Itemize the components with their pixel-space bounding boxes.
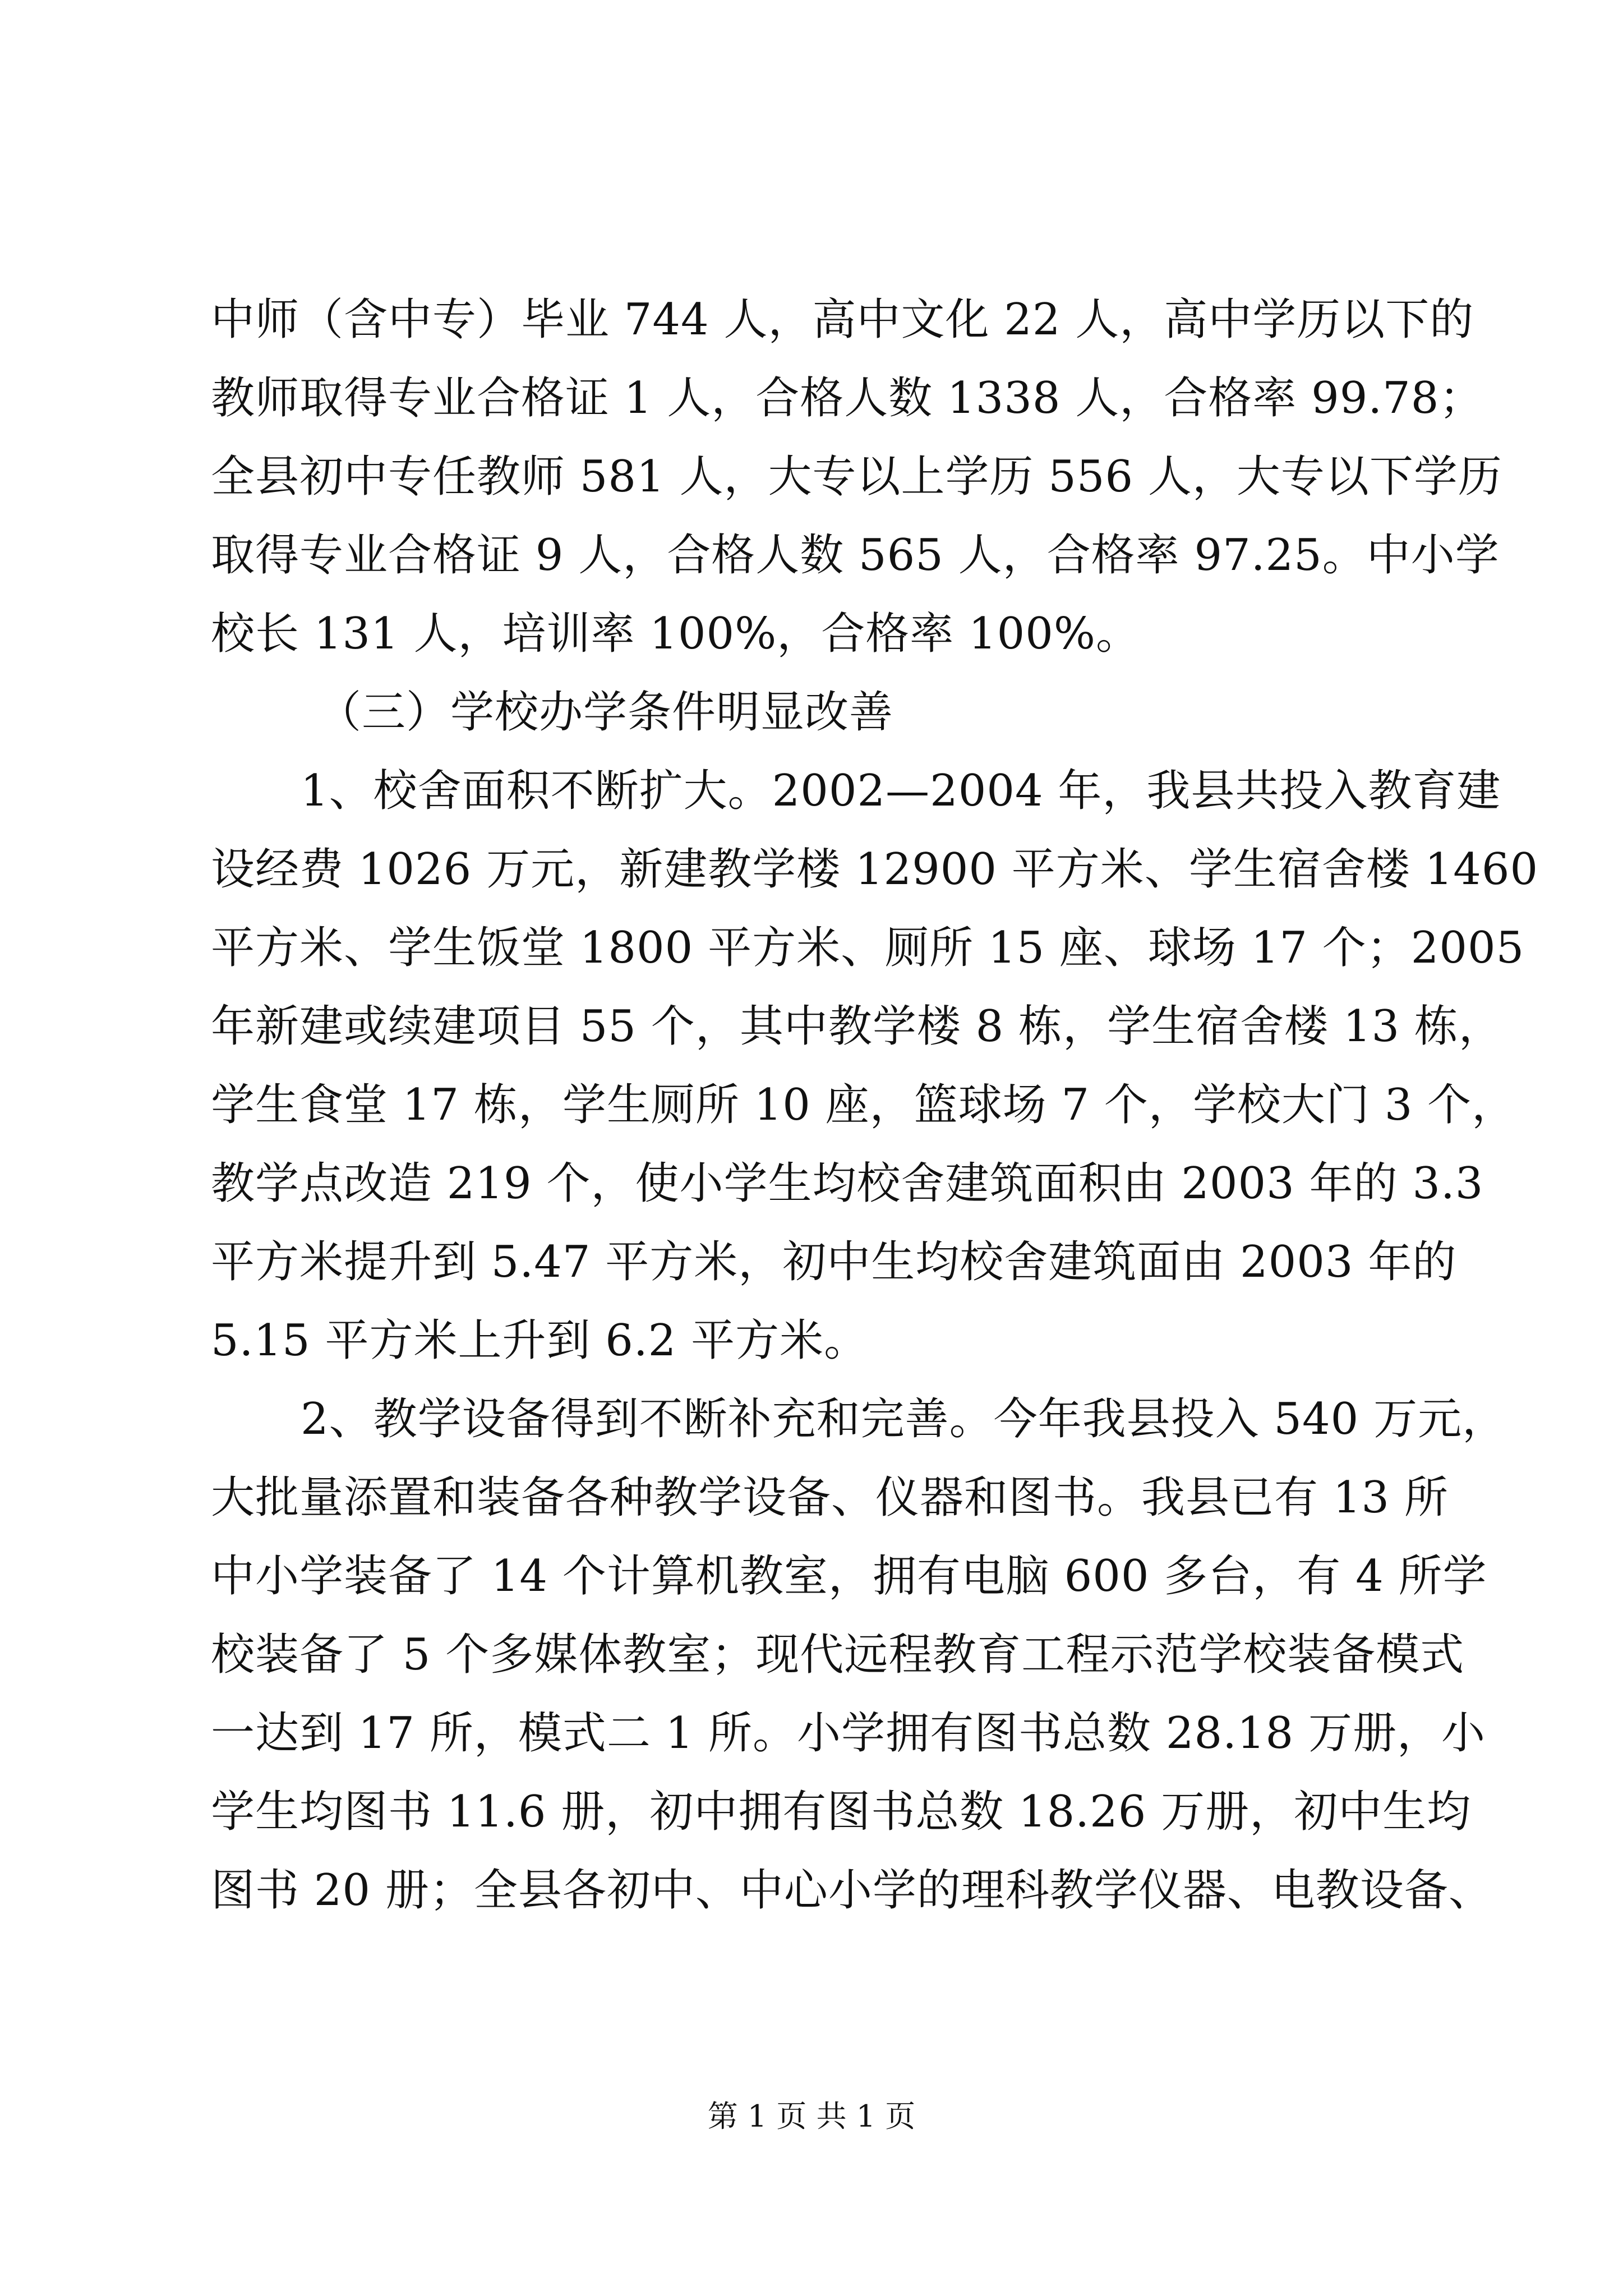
- paragraph-start-line: 1、校舍面积不断扩大。2002—2004 年，我县共投入教育建: [301, 766, 1501, 816]
- section-heading: （三）学校办学条件明显改善: [317, 687, 894, 738]
- text-line: 平方米、学生饭堂 1800 平方米、厕所 15 座、球场 17 个；2005: [211, 923, 1525, 973]
- text-line: 设经费 1026 万元，新建教学楼 12900 平方米、学生宿舍楼 1460: [211, 844, 1539, 895]
- text-line: 中小学装备了 14 个计算机教室，拥有电脑 600 多台，有 4 所学: [211, 1551, 1487, 1602]
- text-line: 中师（含中专）毕业 744 人，高中文化 22 人，高中学历以下的: [211, 295, 1474, 345]
- text-line: 图书 20 册；全县各初中、中心小学的理科教学仪器、电教设备、: [211, 1865, 1493, 1916]
- text-line: 校长 131 人，培训率 100%，合格率 100%。: [211, 609, 1141, 659]
- text-line: 全县初中专任教师 581 人，大专以上学历 556 人，大专以下学历: [211, 452, 1502, 502]
- text-line: 学生均图书 11.6 册，初中拥有图书总数 18.26 万册，初中生均: [211, 1787, 1472, 1837]
- text-line: 学生食堂 17 栋，学生厕所 10 座，篮球场 7 个，学校大门 3 个，: [211, 1080, 1516, 1130]
- page-footer: [0, 2097, 1623, 2136]
- text-line: 教学点改造 219 个，使小学生均校舍建筑面积由 2003 年的 3.3: [211, 1158, 1484, 1209]
- text-line: 平方米提升到 5.47 平方米，初中生均校舍建筑面由 2003 年的: [211, 1237, 1457, 1287]
- text-line: 一达到 17 所，模式二 1 所。小学拥有图书总数 28.18 万册，小: [211, 1708, 1486, 1759]
- paragraph-start-line: 2、教学设备得到不断补充和完善。今年我县投入 540 万元，: [301, 1394, 1507, 1444]
- document-body: [211, 280, 1539, 1930]
- text-line: 5.15 平方米上升到 6.2 平方米。: [211, 1315, 869, 1366]
- text-line: 大批量添置和装备各种教学设备、仪器和图书。我县已有 13 所: [211, 1473, 1449, 1523]
- text-line: 取得专业合格证 9 人，合格人数 565 人，合格率 97.25。中小学: [211, 530, 1500, 581]
- page-number-label: 第 1 页 共 1 页: [707, 2099, 916, 2134]
- text-line: 年新建或续建项目 55 个，其中教学楼 8 栋，学生宿舍楼 13 栋，: [211, 1001, 1503, 1052]
- text-line: 教师取得专业合格证 1 人，合格人数 1338 人，合格率 99.78；: [211, 373, 1484, 424]
- text-line: 校装备了 5 个多媒体教室；现代远程教育工程示范学校装备模式: [211, 1630, 1465, 1680]
